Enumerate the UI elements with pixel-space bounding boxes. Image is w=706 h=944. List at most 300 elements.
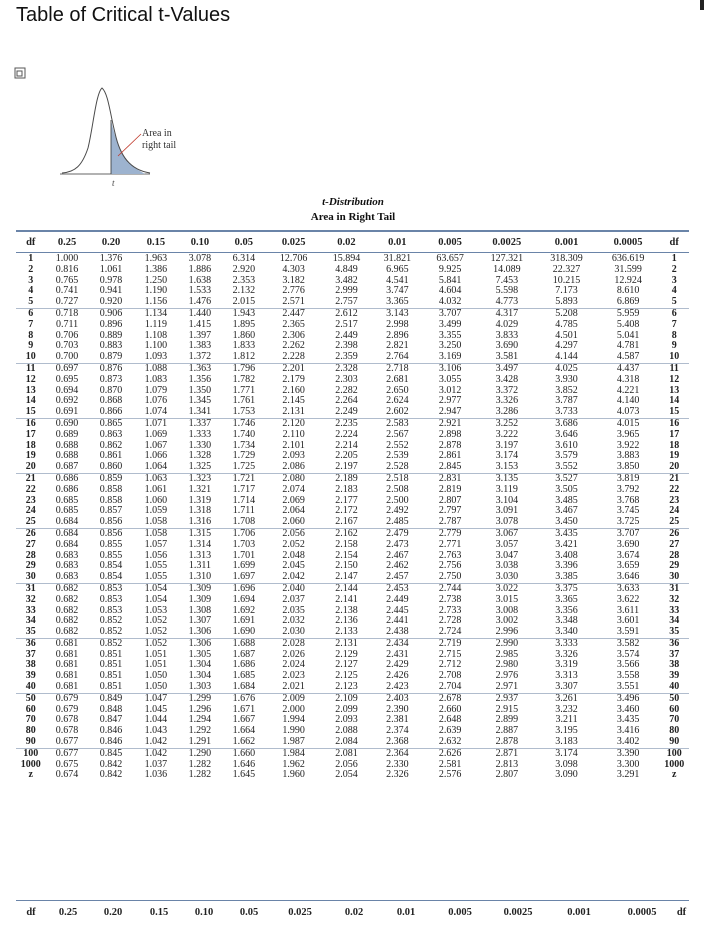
critical-value-cell: 1.325	[188, 461, 212, 473]
critical-value-cell: 2.131	[321, 638, 372, 649]
critical-value-cell: 1.296	[188, 703, 212, 715]
critical-value-cell: 2.980	[495, 659, 519, 671]
critical-value-cell: 2.821	[386, 340, 409, 352]
table-row	[16, 352, 689, 363]
critical-value-cell: 2.441	[386, 615, 409, 627]
critical-value-cell: 1.079	[144, 384, 168, 396]
critical-value-cell: 0.706	[55, 329, 79, 341]
df-cell: 3	[671, 274, 677, 286]
critical-value-cell: 1.305	[188, 648, 212, 660]
critical-value-cell: 3.450	[555, 516, 578, 528]
critical-value-cell: 0.852	[99, 626, 123, 638]
critical-value-cell: 1.645	[232, 769, 256, 781]
critical-value-cell: 0.679	[46, 693, 89, 704]
footer-header-12: 0.0005	[627, 906, 657, 918]
critical-value-cell: 0.846	[99, 736, 123, 748]
footer-header-11: 0.001	[567, 906, 591, 918]
critical-value-cell: 3.485	[555, 494, 578, 506]
table-row	[16, 770, 689, 781]
df-cell: 20	[25, 461, 36, 473]
critical-value-cell: 0.700	[55, 351, 79, 363]
critical-value-cell: 2.715	[438, 648, 462, 660]
critical-value-cell: 1.100	[144, 340, 168, 352]
df-cell: 29	[25, 560, 36, 572]
column-header-5: 0.05	[234, 236, 254, 248]
critical-value-cell: 3.690	[616, 538, 640, 550]
critical-value-cell: 3.174	[495, 450, 519, 462]
critical-value-cell: 3.581	[495, 351, 519, 363]
critical-value-cell: 3.725	[616, 516, 640, 528]
critical-value-cell: 1.304	[188, 659, 212, 671]
critical-value-cell: 1.052	[144, 626, 168, 638]
scrollbar-thumb[interactable]	[700, 0, 704, 10]
table-row	[16, 462, 689, 473]
critical-value-cell: 2.048	[282, 549, 305, 561]
critical-value-cell: 2.172	[335, 505, 358, 517]
critical-value-cell: 3.819	[597, 473, 660, 484]
df-cell: 19	[25, 450, 36, 462]
critical-value-cell: 1.476	[188, 296, 212, 308]
critical-value-cell: 0.675	[55, 758, 79, 770]
critical-value-cell: 636.619	[611, 253, 645, 264]
critical-value-cell: 1.282	[188, 769, 212, 781]
critical-value-cell: 0.853	[99, 604, 123, 616]
critical-value-cell: 0.860	[99, 461, 123, 473]
df-cell: 35	[669, 626, 680, 638]
table-row	[16, 595, 689, 606]
footer-row	[16, 904, 689, 920]
df-cell: 19	[669, 450, 680, 462]
critical-value-cell: 2.576	[438, 769, 462, 781]
critical-value-cell: 4.221	[616, 384, 640, 396]
critical-value-cell: 1.330	[188, 439, 212, 451]
critical-value-cell: 2.807	[495, 769, 519, 781]
critical-value-cell: 2.052	[282, 538, 305, 550]
critical-value-cell: 1.690	[232, 626, 256, 638]
footer-header-8: 0.01	[396, 906, 416, 918]
critical-value-cell: 1.725	[232, 461, 256, 473]
critical-value-cell: 2.485	[386, 516, 409, 528]
critical-value-cell: 2.896	[386, 329, 409, 341]
critical-value-cell: 1.319	[188, 494, 212, 506]
critical-value-cell: 2.632	[438, 736, 462, 748]
critical-value-cell: 1.796	[221, 363, 266, 374]
critical-value-cell: 1.054	[133, 583, 178, 594]
critical-value-cell: 3.402	[616, 736, 640, 748]
critical-value-cell: 1.962	[282, 758, 305, 770]
critical-value-cell: 3.047	[495, 549, 519, 561]
df-cell: 30	[25, 571, 36, 583]
critical-value-cell: 2.518	[372, 473, 423, 484]
critical-value-cell: 3.745	[616, 505, 640, 517]
critical-value-cell: 2.977	[438, 395, 462, 407]
critical-value-cell: 5.893	[555, 296, 578, 308]
critical-value-cell: 3.002	[495, 615, 519, 627]
critical-value-cell: 1.321	[188, 483, 212, 495]
df-cell: 40	[25, 681, 36, 693]
critical-value-cell: 0.678	[55, 725, 79, 737]
critical-value-cell: 2.381	[386, 714, 409, 726]
critical-value-cell: 3.091	[495, 505, 519, 517]
critical-value-cell: 1.054	[144, 593, 168, 605]
critical-value-cell: 4.144	[555, 351, 578, 363]
df-cell: 70	[669, 714, 680, 726]
critical-value-cell: 2.249	[335, 406, 358, 418]
critical-value-cell: 2.583	[372, 418, 423, 429]
df-cell: 37	[669, 648, 680, 660]
footer-header-0: df	[26, 906, 36, 918]
critical-value-cell: 2.009	[266, 693, 321, 704]
critical-value-cell: 1.943	[221, 308, 266, 319]
critical-value-cell: 0.920	[99, 296, 123, 308]
critical-value-cell: 2.179	[282, 373, 305, 385]
df-cell: 39	[669, 670, 680, 682]
critical-value-cell: 3.326	[555, 648, 578, 660]
critical-value-cell: 1.860	[232, 329, 256, 341]
critical-value-cell: 1.083	[144, 373, 168, 385]
critical-value-cell: 2.086	[282, 461, 305, 473]
critical-value-cell: 1.363	[178, 363, 221, 374]
critical-value-cell: 1.309	[178, 583, 221, 594]
critical-value-cell: 5.208	[536, 308, 597, 319]
critical-value-cell: 0.681	[55, 648, 79, 660]
critical-value-cell: 2.718	[372, 363, 423, 374]
critical-value-cell: 2.028	[266, 638, 321, 649]
critical-value-cell: 2.971	[495, 681, 519, 693]
critical-value-cell: 1.250	[144, 274, 168, 286]
table-body	[16, 250, 689, 781]
critical-value-cell: 3.850	[616, 461, 640, 473]
footer-rule	[16, 900, 689, 901]
column-header-0: df	[26, 236, 36, 248]
critical-value-cell: 2.831	[423, 473, 478, 484]
df-cell: 24	[25, 505, 36, 517]
critical-value-cell: 2.807	[438, 494, 462, 506]
critical-value-cell: 0.861	[99, 450, 123, 462]
critical-value-cell: 1.052	[144, 615, 168, 627]
critical-value-cell: 15.894	[332, 253, 361, 264]
critical-value-cell: 1.771	[232, 384, 256, 396]
critical-value-cell: 2.528	[386, 461, 409, 473]
critical-value-cell: 2.552	[386, 439, 409, 451]
critical-value-cell: 1.303	[188, 681, 212, 693]
critical-value-cell: 2.985	[495, 648, 519, 660]
critical-value-cell: 0.883	[99, 340, 123, 352]
table-row	[16, 517, 689, 528]
critical-value-cell: 3.078	[495, 516, 519, 528]
critical-value-cell: 2.887	[495, 725, 519, 737]
critical-value-cell: 1.691	[232, 615, 256, 627]
column-header-8: 0.01	[388, 236, 407, 248]
critical-value-cell: 0.684	[55, 516, 79, 528]
critical-value-cell: 0.868	[99, 395, 123, 407]
critical-value-cell: 0.852	[99, 615, 123, 627]
df-cell: 12	[669, 373, 680, 385]
critical-value-cell: 0.870	[99, 384, 123, 396]
critical-value-cell: 1.711	[232, 505, 255, 517]
critical-value-cell: 1.440	[178, 308, 221, 319]
critical-value-cell: 0.856	[99, 516, 123, 528]
critical-value-cell: 3.012	[438, 384, 462, 396]
critical-value-cell: 2.109	[321, 693, 372, 704]
critical-value-cell: 2.214	[335, 439, 358, 451]
critical-value-cell: 22.327	[552, 263, 581, 275]
critical-value-cell: 1.833	[232, 340, 256, 352]
df-cell: 10	[25, 351, 36, 363]
critical-value-cell: 3.119	[495, 483, 518, 495]
df-cell: 6	[16, 308, 46, 319]
critical-value-cell: 31.821	[383, 253, 412, 264]
critical-value-cell: 7.173	[555, 285, 578, 297]
critical-value-cell: 1.067	[144, 439, 168, 451]
critical-value-cell: 1.676	[221, 693, 266, 704]
critical-value-cell: 3.733	[555, 406, 578, 418]
critical-value-cell: 4.140	[616, 395, 640, 407]
critical-value-cell: 2.403	[372, 693, 423, 704]
footer-header-3: 0.15	[149, 906, 169, 918]
critical-value-cell: 2.708	[438, 670, 462, 682]
critical-value-cell: 0.703	[55, 340, 79, 352]
table-row	[16, 638, 689, 649]
critical-value-cell: 2.205	[335, 450, 358, 462]
df-cell: 2	[671, 263, 677, 275]
footer-header-5: 0.05	[239, 906, 259, 918]
critical-value-cell: 1.706	[221, 528, 266, 539]
critical-value-cell: 3.055	[438, 373, 462, 385]
critical-value-cell: 2.996	[495, 626, 519, 638]
critical-value-cell: 2.492	[386, 505, 409, 517]
critical-value-cell: 1.721	[221, 473, 266, 484]
df-cell: 9	[28, 340, 34, 352]
footer-header-10: 0.0025	[503, 906, 533, 918]
critical-value-cell: 2.449	[335, 329, 358, 341]
page-title: Table of Critical t-Values	[16, 4, 231, 26]
critical-value-cell: 3.421	[555, 538, 578, 550]
image-icon[interactable]	[14, 67, 26, 79]
critical-value-cell: 2.660	[438, 703, 462, 715]
critical-value-cell: 2.398	[335, 340, 358, 352]
critical-value-cell: 4.501	[555, 329, 578, 341]
critical-value-cell: 1.060	[144, 494, 168, 506]
critical-value-cell: 8.610	[616, 285, 640, 297]
distribution-curve	[62, 88, 150, 173]
critical-value-cell: 2.064	[282, 505, 305, 517]
critical-value-cell: 2.712	[438, 659, 462, 671]
table-row	[16, 407, 689, 418]
critical-value-cell: 1.397	[188, 329, 212, 341]
df-cell: 17	[669, 428, 680, 440]
critical-value-cell: 1.333	[188, 428, 212, 440]
column-header-6: 0.025	[281, 236, 306, 248]
critical-value-cell: 2.088	[335, 725, 358, 737]
critical-value-cell: 0.684	[46, 528, 89, 539]
critical-value-cell: 3.610	[555, 439, 578, 451]
critical-value-cell: 1.310	[188, 571, 212, 583]
critical-value-cell: 3.355	[438, 329, 462, 341]
critical-value-cell: 0.683	[55, 560, 79, 572]
critical-value-cell: 1.055	[144, 571, 168, 583]
critical-value-cell: 0.681	[55, 681, 79, 693]
critical-value-cell: 3.211	[555, 714, 578, 726]
df-cell: 34	[669, 615, 680, 627]
critical-value-cell: 0.842	[99, 758, 123, 770]
critical-value-cell: 2.000	[282, 703, 305, 715]
critical-value-cell: 1.337	[178, 418, 221, 429]
critical-value-cell: 2.624	[386, 395, 409, 407]
critical-value-cell: 2.733	[438, 604, 462, 616]
critical-value-cell: 0.845	[89, 748, 134, 759]
df-cell: 27	[669, 538, 680, 550]
critical-value-cell: 4.297	[555, 340, 578, 352]
critical-value-cell: 2.024	[282, 659, 305, 671]
critical-value-cell: 2.462	[386, 560, 409, 572]
critical-value-cell: 3.566	[616, 659, 640, 671]
critical-value-cell: 0.682	[46, 583, 89, 594]
critical-value-cell: 2.056	[266, 528, 321, 539]
df-cell: 6	[659, 308, 689, 319]
critical-value-cell: 1.119	[144, 318, 167, 330]
df-cell: 16	[659, 418, 689, 429]
critical-value-cell: 3.195	[555, 725, 578, 737]
critical-value-cell: 1.052	[133, 638, 178, 649]
footer-header-7: 0.02	[344, 906, 364, 918]
critical-value-cell: 1.282	[188, 758, 212, 770]
critical-value-cell: 1.044	[144, 714, 168, 726]
critical-value-cell: 1.076	[144, 395, 168, 407]
critical-value-cell: 2.023	[282, 670, 305, 682]
df-cell: 7	[28, 318, 34, 330]
critical-value-cell: 3.930	[555, 373, 578, 385]
critical-value-cell: 1.729	[232, 450, 256, 462]
df-cell: 60	[25, 703, 36, 715]
critical-value-cell: 2.423	[386, 681, 409, 693]
table-row	[16, 485, 689, 496]
footer-header-13: df	[676, 906, 687, 918]
critical-value-cell: 2.744	[423, 583, 478, 594]
critical-value-cell: 0.718	[46, 308, 89, 319]
df-cell: 90	[25, 736, 36, 748]
critical-value-cell: 1.066	[144, 450, 168, 462]
critical-value-cell: 1.071	[133, 418, 178, 429]
critical-value-cell: 2.434	[372, 638, 423, 649]
df-cell: 38	[25, 659, 36, 671]
critical-value-cell: 5.598	[495, 285, 519, 297]
critical-value-cell: 2.728	[438, 615, 462, 627]
critical-value-cell: 0.682	[55, 593, 79, 605]
critical-value-cell: 1.058	[133, 528, 178, 539]
critical-value-cell: 3.365	[555, 593, 578, 605]
critical-value-cell: 3.106	[423, 363, 478, 374]
df-cell: 25	[669, 516, 680, 528]
critical-value-cell: 2.162	[321, 528, 372, 539]
df-cell: 23	[669, 494, 680, 506]
critical-value-cell: 2.060	[282, 516, 305, 528]
critical-value-cell: 1.045	[144, 703, 168, 715]
critical-value-cell: 0.727	[55, 296, 79, 308]
critical-value-cell: 1.053	[144, 604, 168, 616]
critical-value-cell: 3.792	[616, 483, 640, 495]
critical-value-cell: 2.120	[266, 418, 321, 429]
critical-value-cell: 1.533	[188, 285, 212, 297]
critical-value-cell: 2.681	[386, 373, 409, 385]
table-row	[16, 737, 689, 748]
critical-value-cell: 0.674	[55, 769, 79, 781]
df-cell: 22	[25, 483, 36, 495]
critical-value-cell: 3.182	[282, 274, 305, 286]
critical-value-cell: 3.183	[555, 736, 578, 748]
critical-value-cell: 2.467	[386, 549, 409, 561]
critical-value-cell: 1.782	[232, 373, 256, 385]
critical-value-cell: 2.819	[438, 483, 462, 495]
critical-value-cell: 1.701	[232, 549, 256, 561]
critical-value-cell: 0.683	[55, 549, 79, 561]
df-cell: 34	[25, 615, 36, 627]
critical-value-cell: 2.431	[386, 648, 409, 660]
critical-value-cell: 1.987	[282, 736, 305, 748]
critical-value-cell: 0.862	[99, 439, 123, 451]
critical-value-cell: 2.235	[321, 418, 372, 429]
critical-value-cell: 3.611	[617, 604, 640, 616]
critical-value-cell: 1.108	[144, 329, 168, 341]
critical-value-cell: 3.674	[616, 549, 640, 561]
table-heading-line2: Area in Right Tail	[310, 211, 396, 223]
critical-value-cell: 1.699	[232, 560, 256, 572]
critical-value-cell: 2.998	[386, 318, 409, 330]
critical-value-cell: 2.147	[335, 571, 358, 583]
critical-value-cell: 2.080	[266, 473, 321, 484]
critical-value-cell: 4.773	[495, 296, 519, 308]
critical-value-cell: 1.074	[144, 406, 168, 418]
df-cell: 21	[659, 473, 689, 484]
critical-value-cell: 3.435	[616, 714, 640, 726]
df-cell: 9	[671, 340, 677, 352]
critical-value-cell: 4.032	[438, 296, 462, 308]
critical-value-cell: 0.857	[99, 505, 123, 517]
critical-value-cell: 2.154	[335, 549, 358, 561]
critical-value-cell: 3.601	[616, 615, 640, 627]
critical-value-cell: 1.058	[144, 516, 168, 528]
critical-value-cell: 1.299	[178, 693, 221, 704]
critical-value-cell: 1.088	[133, 363, 178, 374]
table-row	[16, 540, 689, 551]
critical-value-cell: 0.978	[99, 274, 123, 286]
df-cell: 3	[28, 274, 34, 286]
critical-value-cell: 3.252	[477, 418, 536, 429]
critical-value-cell: 4.541	[386, 274, 409, 286]
right-tail-area	[111, 120, 145, 174]
critical-value-cell: 3.852	[555, 384, 578, 396]
critical-value-cell: 2.921	[423, 418, 478, 429]
critical-value-cell: 4.025	[536, 363, 597, 374]
critical-value-cell: 1.316	[188, 516, 212, 528]
table-row	[16, 627, 689, 638]
critical-value-cell: 2.056	[335, 758, 358, 770]
column-header-12: 0.0005	[613, 236, 643, 248]
column-header-11: 0.001	[554, 236, 579, 248]
critical-value-cell: 3.558	[616, 670, 640, 682]
table-row	[16, 682, 689, 693]
table-row	[16, 693, 689, 704]
critical-value-cell: 0.691	[55, 406, 79, 418]
critical-value-cell: 2.129	[335, 648, 358, 660]
critical-value-cell: 3.153	[495, 461, 519, 473]
column-header-10: 0.0025	[492, 236, 522, 248]
critical-value-cell: 3.686	[536, 418, 597, 429]
critical-value-cell: 2.030	[282, 626, 305, 638]
critical-value-cell: 14.089	[493, 263, 521, 275]
critical-value-cell: 2.132	[232, 285, 256, 297]
critical-value-cell: 2.539	[386, 450, 409, 462]
